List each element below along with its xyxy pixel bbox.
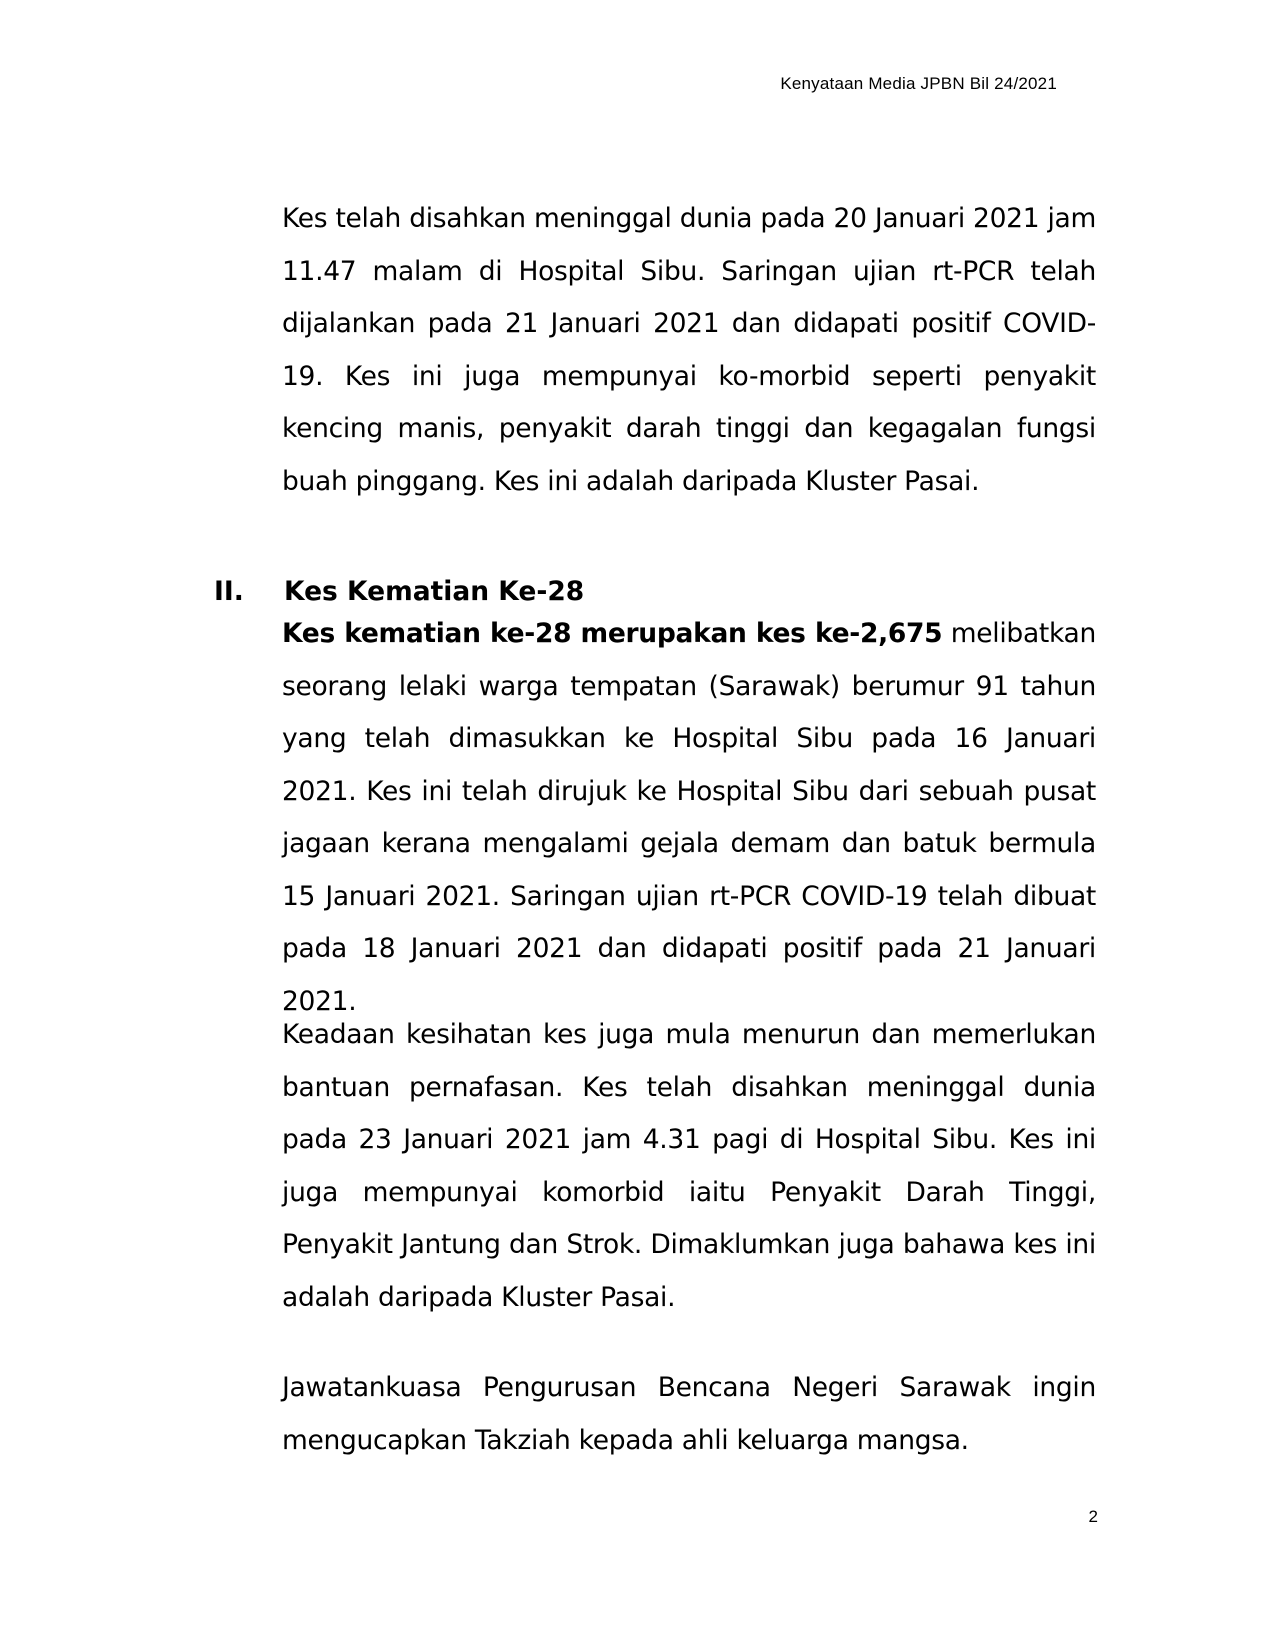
section-title: Kes Kematian Ke-28: [284, 576, 585, 607]
section-heading: [214, 572, 584, 612]
paragraph-death-case-28: [282, 608, 1096, 1028]
document-header: Kenyataan Media JPBN Bil 24/2021: [780, 74, 1057, 93]
paragraph-condolences: Jawatankuasa Pengurusan Bencana Negeri Sarawak ingin mengucapkan Takziah kepada ahli keluarga mangsa.: [282, 1372, 1096, 1456]
paragraph-health-condition: Keadaan kesihatan kes juga mula menurun dan memerlukan bantuan pernafasan. Kes telah disahkan meninggal dunia pada 23 Januari 2021 jam 4.31 pagi di Hospital Sibu. Kes ini juga mempunyai komorbid iaitu Penyakit Darah Tinggi, Penyakit Jantung dan Strok. Dimaklumkan juga bahawa kes ini adalah daripada Kluster Pasai.: [282, 1019, 1096, 1313]
section-number: II.: [214, 576, 244, 607]
paragraph-bold-lead: Kes kematian ke-28 merupakan kes ke-2,675: [282, 618, 943, 649]
page-number: 2: [1088, 1507, 1098, 1526]
paragraph-death-case-27: Kes telah disahkan meninggal dunia pada 20 Januari 2021 jam 11.47 malam di Hospital Sibu. Saringan ujian rt-PCR telah dijalankan pada 21 Januari 2021 dan didapati positif COVID-19. Kes ini juga mempunyai ko-morbid seperti penyakit kencing manis, penyakit darah tinggi dan kegagalan fungsi buah pinggang. Kes ini adalah daripada Kluster Pasai.: [282, 203, 1096, 497]
paragraph-body: melibatkan seorang lelaki warga tempatan (Sarawak) berumur 91 tahun yang telah dimasukkan ke Hospital Sibu pada 16 Januari 2021. Kes ini telah dirujuk ke Hospital Sibu dari sebuah pusat jagaan kerana mengalami gejala demam dan batuk bermula 15 Januari 2021. Saringan ujian rt-PCR COVID-19 telah dibuat pada 18 Januari 2021 dan didapati positif pada 21 Januari 2021.: [282, 618, 1096, 1017]
